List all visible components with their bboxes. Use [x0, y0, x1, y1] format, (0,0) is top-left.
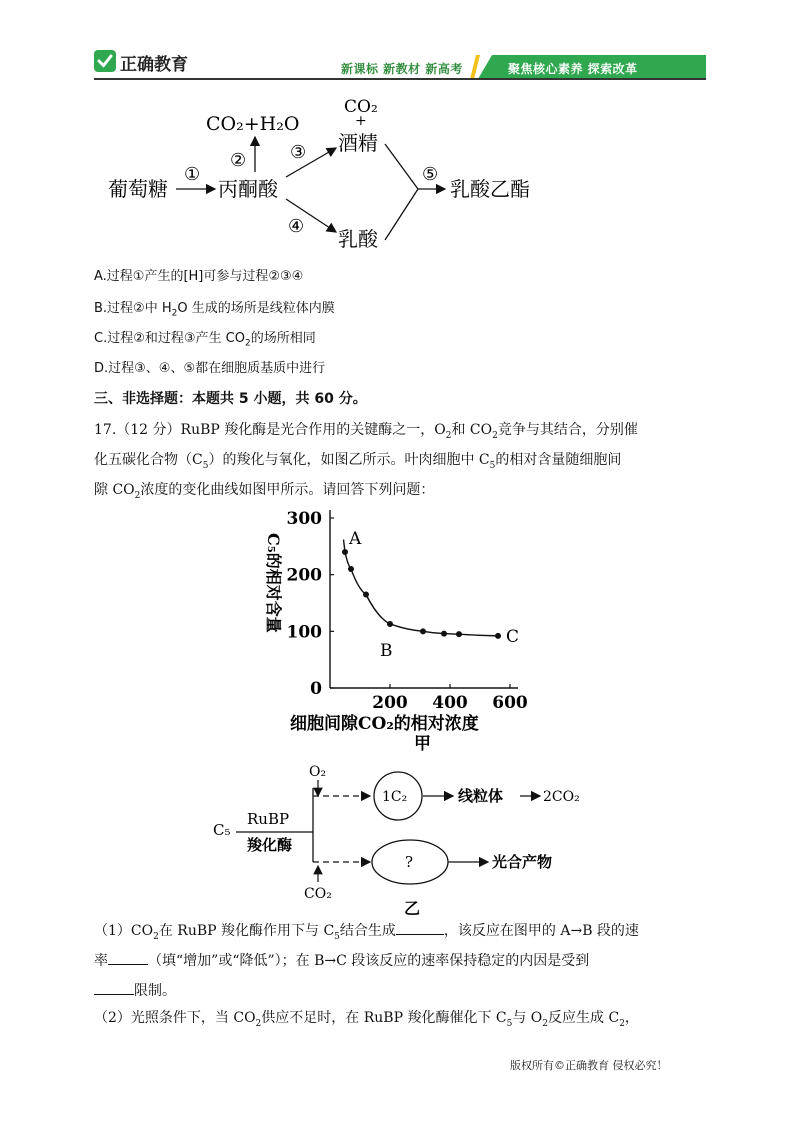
q17-line-2: 化五碳化合物$(C_5)$的羧化与氧化，如图乙所示。叶肉细胞中 $C_5$的相对含量随细胞间	[94, 452, 622, 471]
step-4-label: ④	[288, 216, 305, 237]
c5-label: C₅	[213, 821, 231, 839]
data-point	[420, 628, 426, 634]
c2-label: 1C₂	[382, 789, 408, 805]
rubp-enzyme-diagram	[210, 760, 610, 920]
option-b: B.过程②中 $H_2O$ 生成的场所是线粒体内膜	[94, 301, 335, 319]
header-banner-text: 聚焦核心素养 探索改革	[508, 62, 638, 76]
option-a: A.过程①产生的[H]可参与过程②③④	[94, 269, 304, 284]
co2-top-label: CO₂	[344, 97, 378, 117]
logo-text: 正确教育	[120, 55, 188, 75]
q2-line-1: （2）光照条件下，当 $CO_2$供应不足时，在 RuBP 羧化酶催化下 $C_5$与 $O_2$反应生成 $C_2$，	[94, 1010, 639, 1029]
option-c: C.过程②和过程③产生 $CO_2$的场所相同	[94, 331, 316, 349]
step-2-label: ②	[230, 150, 247, 171]
two-co2-label: 2CO₂	[543, 789, 580, 805]
answer-blank-3[interactable]	[94, 978, 134, 995]
chart-y-axis-label: C₅的相对含量	[264, 533, 283, 633]
rubp-label: RuBP	[247, 810, 290, 828]
alcohol-label: 酒精	[338, 131, 378, 155]
footer-copyright: 版权所有©正确教育 侵权必究！	[510, 1059, 668, 1072]
section-heading: 三、非选择题：本题共 5 小题，共 60 分。	[94, 391, 367, 407]
chart-points	[342, 549, 501, 639]
plus-label: +	[355, 113, 367, 129]
point-label-a: A	[349, 529, 362, 549]
logo-check-icon	[94, 50, 116, 72]
chart-curve	[344, 540, 499, 636]
chart-ticks	[287, 509, 528, 713]
data-point	[363, 592, 369, 598]
mitochondria-label: 线粒体	[458, 787, 504, 805]
chart-x-axis-label: 细胞间隙CO₂的相对浓度	[290, 714, 479, 734]
data-point	[387, 621, 393, 627]
x-tick-label: 200	[372, 693, 408, 713]
header-tags: 新课标 新教材 新高考	[341, 62, 463, 76]
product-label: 光合产物	[492, 853, 553, 871]
data-point	[342, 549, 348, 555]
step-1-label: ①	[184, 164, 201, 185]
data-point	[441, 631, 447, 637]
answer-blank-2[interactable]	[108, 948, 148, 965]
y-tick-label: 100	[286, 622, 322, 643]
pathway-diagram	[100, 92, 560, 257]
step-3-label: ③	[290, 142, 307, 163]
answer-blank-1[interactable]	[396, 918, 444, 935]
enzyme-label: 羧化酶	[247, 836, 293, 854]
c5-concentration-chart	[250, 505, 560, 760]
co2-h2o-label: CO₂+H₂O	[206, 113, 300, 135]
lactic-acid-label: 乳酸	[338, 227, 378, 251]
y-tick-label: 200	[286, 565, 322, 586]
q1-line-2: 率 （填“增加”或“降低”）；在 B→C 段该反应的速率保持稳定的内因是受到	[94, 948, 589, 971]
data-point	[456, 631, 462, 637]
q17-line-1: 17.（12 分）RuBP 羧化酶是光合作用的关键酶之一，$O_2$和 $CO_2$竞争与其结合，分别催	[94, 422, 638, 441]
diagram-caption: 乙	[404, 899, 421, 918]
header-stripe	[470, 55, 480, 79]
x-tick-label: 400	[432, 693, 468, 713]
y-tick-label: 300	[286, 509, 322, 529]
point-label-c: C	[506, 626, 520, 647]
o2-label: O₂	[309, 764, 327, 780]
unknown-label: ?	[405, 853, 414, 871]
glucose-label: 葡萄糖	[108, 177, 168, 201]
q1-line-1: $(1)CO_2$在 RuBP 羧化酶作用下与 $C_5$结合生成 ，该反应在图甲的 A→B 段的速	[94, 918, 639, 947]
pyruvate-label: 丙酮酸	[218, 177, 278, 201]
arrow-5-merge	[385, 144, 418, 240]
co2-label: CO₂	[304, 886, 332, 902]
header-rule	[94, 78, 706, 80]
q17-line-3: 隙 $CO_2$浓度的变化曲线如图甲所示。请回答下列问题：	[94, 482, 435, 501]
y-tick-label: 0	[310, 679, 322, 699]
ethyl-lactate-label: 乳酸乙酯	[450, 177, 530, 201]
x-tick-label: 600	[492, 693, 528, 713]
point-label-b: B	[380, 640, 393, 661]
option-d: D.过程③、④、⑤都在细胞质基质中进行	[94, 361, 326, 376]
data-point	[495, 633, 501, 639]
data-point	[348, 566, 354, 572]
step-5-label: ⑤	[422, 164, 439, 185]
chart-caption: 甲	[414, 734, 431, 754]
q1-line-3: 限制。	[94, 978, 176, 1001]
